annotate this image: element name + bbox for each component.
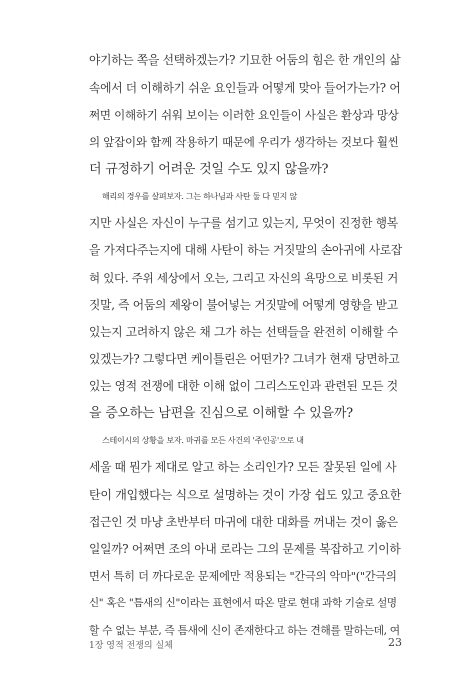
body-text-line: 있는지 고려하지 않은 채 그가 하는 선택들을 완전히 이해할 수: [89, 325, 398, 339]
paragraph-start-line: 스테이시의 상황을 보자. 마귀를 모든 사건의 '주인공'으로 내: [102, 436, 304, 445]
paragraph-start-line: 해리의 경우를 살펴보자. 그는 하나님과 사탄 둘 다 믿지 않: [102, 192, 297, 201]
body-text-line: 면서 특히 더 까다로운 문제에만 적용되는 "간극의 악마"("간극의: [89, 570, 397, 583]
body-text-line: 더 규정하기 어려운 것일 수도 있지 않을까?: [89, 162, 329, 177]
body-text-line: 일일까? 어쩌면 조의 아내 로라는 그의 문제를 복잡하고 기이하: [89, 542, 401, 556]
body-text-line: 의 앞잡이와 함께 작용하기 때문에 우리가 생각하는 것보다 훨씬: [89, 135, 399, 149]
body-text-line: 속에서 더 이해하기 쉬운 요인들과 어떻게 맞아 들어가는가? 어: [89, 81, 401, 95]
body-text-line: 혀 있다. 주위 세상에서 오는, 그리고 자신의 욕망으로 비롯된 거: [89, 271, 398, 285]
body-text-line: 있겠는가? 그렇다면 케이틀린은 어떤가? 그녀가 현재 당면하고: [89, 352, 400, 366]
page-number: 23: [388, 636, 402, 649]
body-text-line: 야기하는 쪽을 선택하겠는가? 기묘한 어둠의 힘은 한 개인의 삶: [89, 53, 401, 67]
body-text-line: 탄이 개입했다는 식으로 설명하는 것이 가장 쉽도 있고 중요한: [89, 488, 402, 502]
body-text-line: 짓말, 즉 어둠의 제왕이 불어넣는 거짓말에 어떻게 영향을 받고: [89, 298, 398, 312]
footnote-line: 신" 혹은 "틈새의 신"이라는 표현에서 따온 말로 현대 과학 기술로 설명: [89, 597, 397, 609]
footnote-line: 할 수 없는 부분, 즉 틈새에 신이 존재한다고 하는 견해를 말하는데, 여: [89, 624, 400, 637]
running-footer-chapter: 1장 영적 전쟁의 실체: [89, 641, 173, 651]
body-text-line: 을 증오하는 남편을 진심으로 이해할 수 있을까?: [89, 406, 353, 421]
body-text-line: 지만 사실은 자신이 누구를 섬기고 있는지, 무엇이 진정한 행복: [89, 216, 398, 230]
body-text-line: 을 가져다주는지에 대해 사탄이 하는 거짓말의 손아귀에 사로잡: [89, 243, 403, 257]
body-text-line: 있는 영적 전쟁에 대한 이해 없이 그리스도인과 관련된 모든 것: [89, 379, 398, 393]
body-text-line: 접근인 것 마냥 초반부터 마귀에 대한 대화를 꺼내는 것이 옳은: [89, 515, 398, 529]
body-text-line: 세울 때 뭔가 제대로 알고 하는 소리인가? 모든 잘못된 일에 사: [89, 460, 397, 474]
body-text-line: 쩌면 이해하기 쉬워 보이는 이러한 요인들이 사실은 환상과 망상: [89, 108, 399, 122]
